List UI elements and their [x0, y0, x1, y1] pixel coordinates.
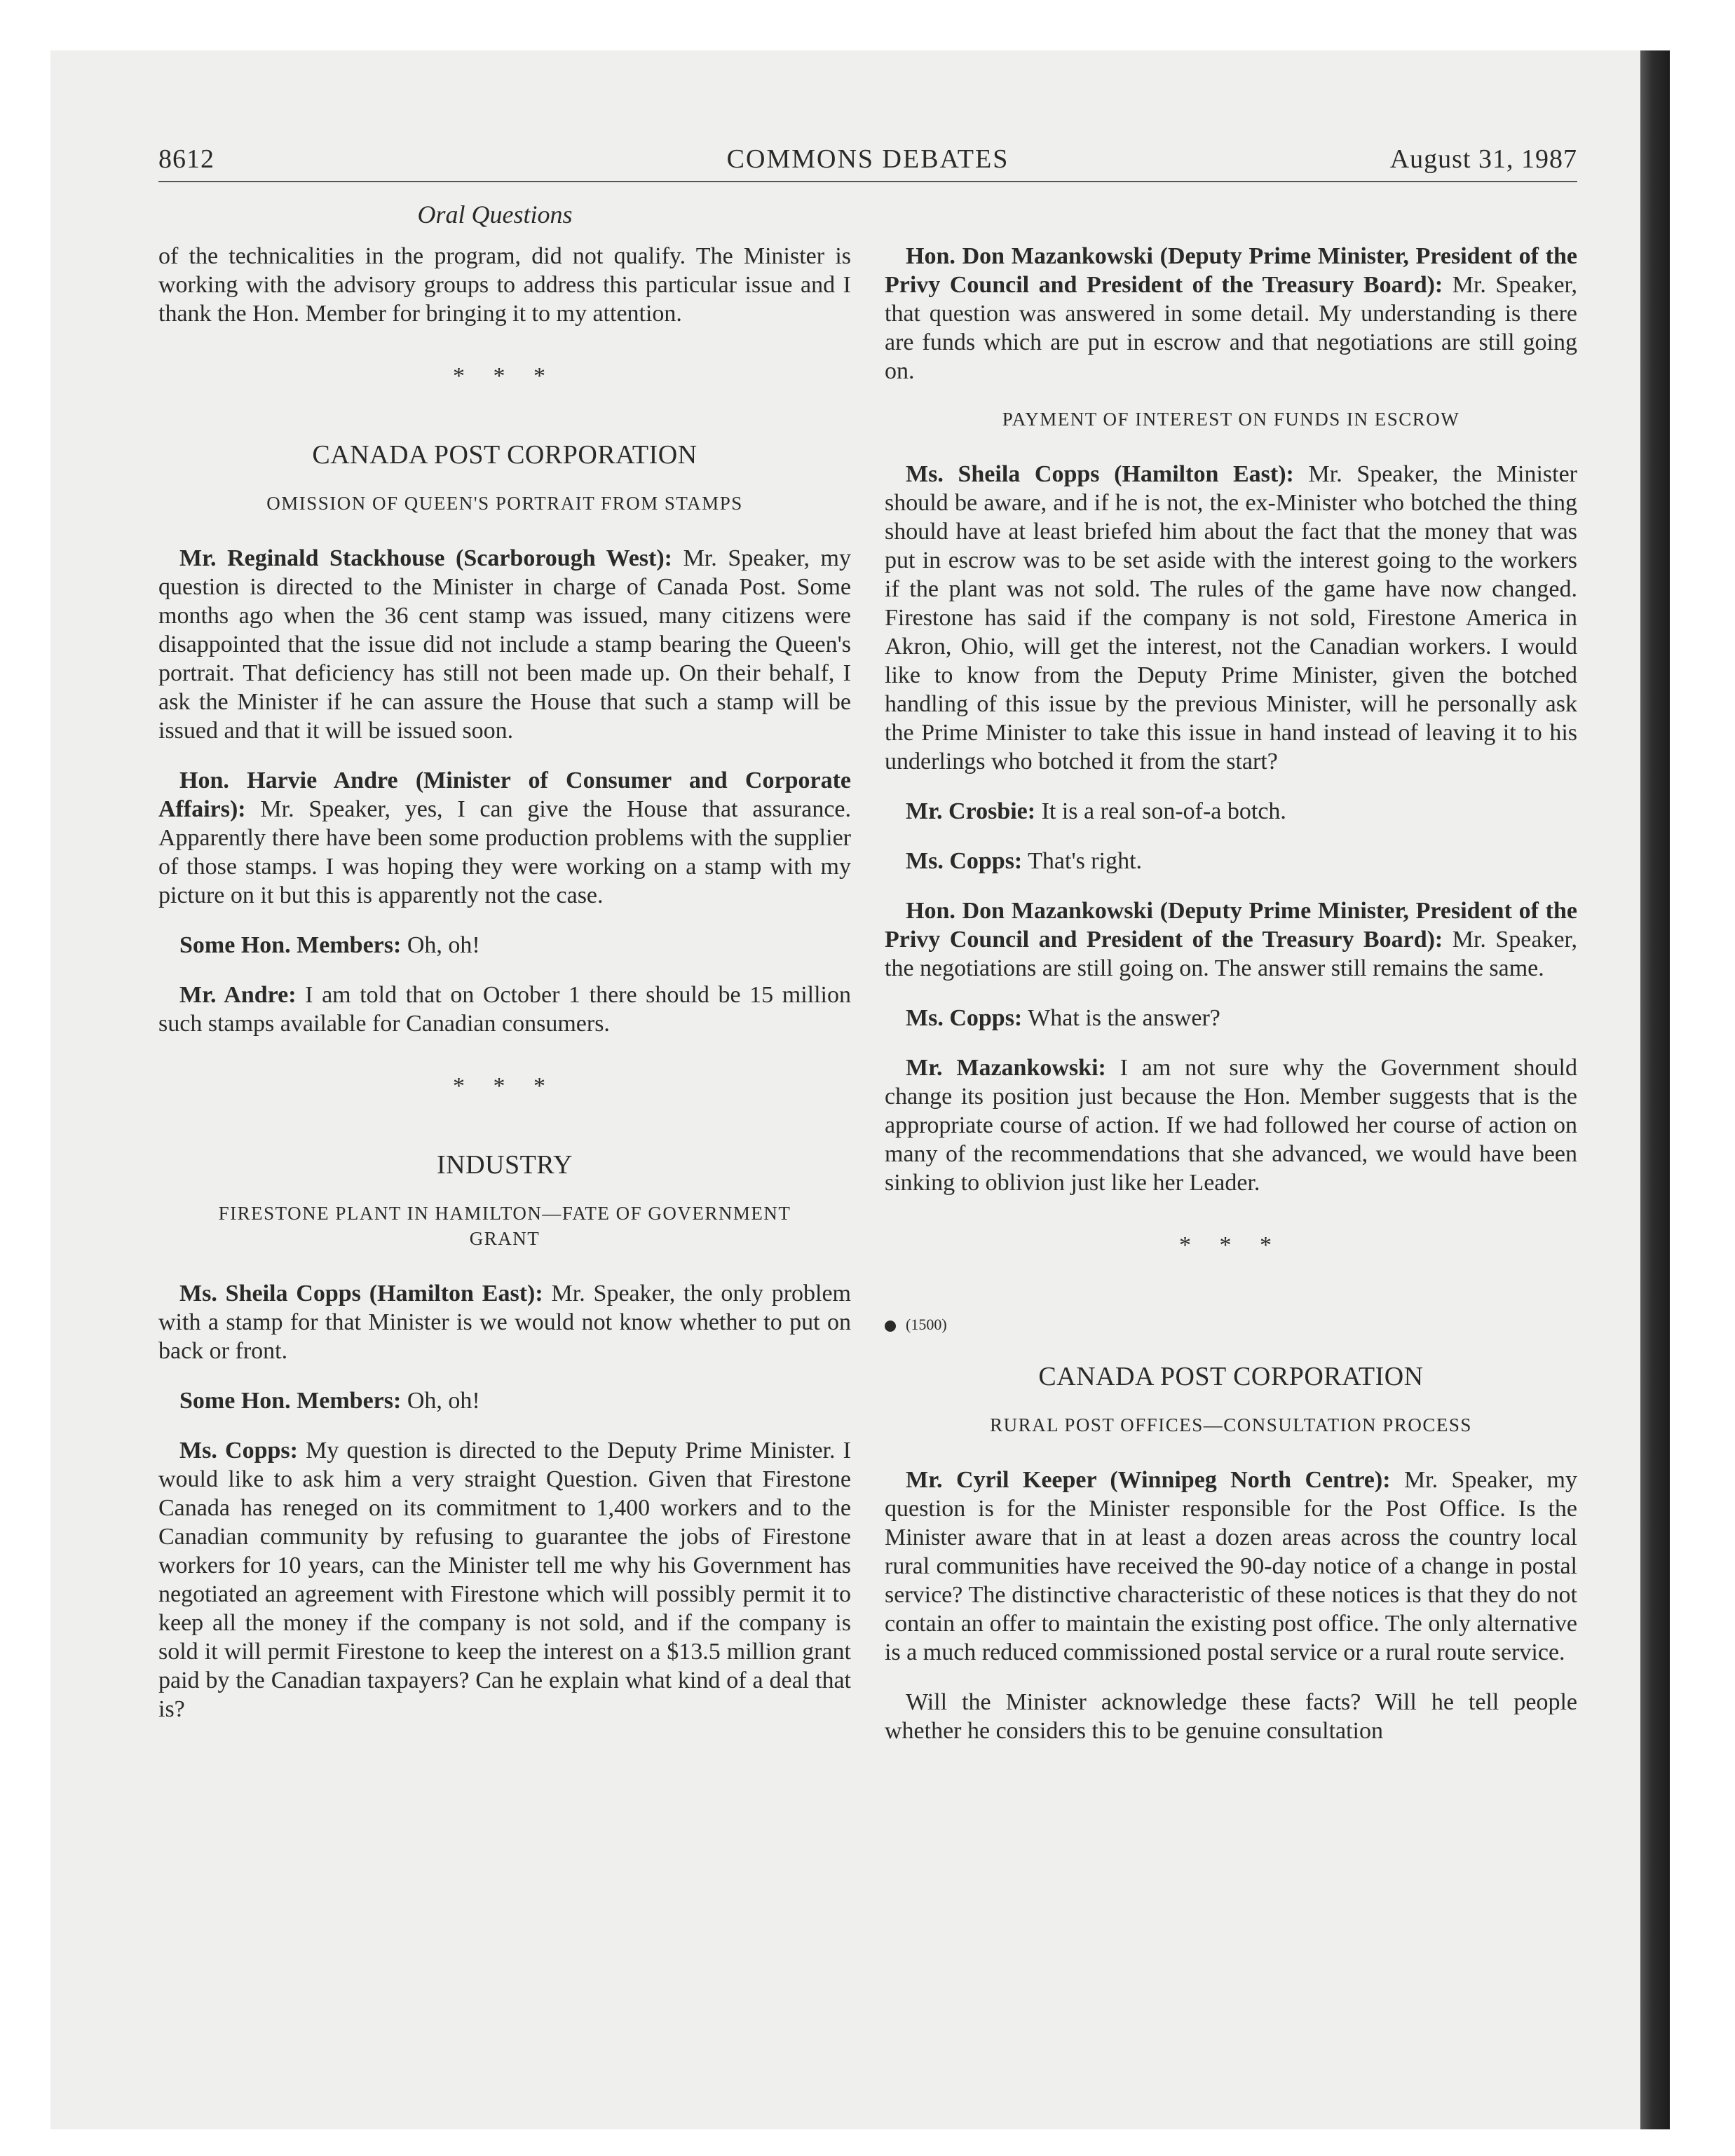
section-heading: INDUSTRY: [436, 1150, 573, 1180]
speaker: Some Hon. Members:: [179, 1388, 402, 1414]
speech-text: Mr. Speaker, my question is directed to the Minister in charge of Canada Post. Some months ago when the 36 cent stamp was issued, many citizens were disappointed that the issue did not include a stamp bearing the Queen's portrait. That deficiency has still not been made up. On their behalf, I ask the Minister if he can assure the House that such a stamp will be issued and that it will be issued soon.: [158, 545, 851, 744]
speaker: Ms. Sheila Copps (Hamilton East):: [906, 461, 1294, 487]
speech: [158, 766, 851, 910]
speech-text: That's right.: [1022, 848, 1143, 874]
speech: [885, 1466, 1577, 1667]
speech-text: Oh, oh!: [401, 932, 480, 958]
speech-text: I am not sure why the Government should change its position just because the Hon. Member suggests that is the appropriate course of action. If we had followed her course of action on many of the recommendations that she advanced, we would have been sinking to oblivion just like her Leader.: [885, 1055, 1577, 1196]
speaker: Hon. Harvie Andre (Minister of Consumer and Corporate Affairs):: [158, 767, 851, 822]
speaker: Mr. Cyril Keeper (Winnipeg North Centre):: [906, 1467, 1391, 1493]
speech: [885, 1004, 1577, 1032]
speaker: Hon. Don Mazankowski (Deputy Prime Minister, President of the Privy Council and President of the Treasury Board):: [885, 243, 1577, 298]
speech: [158, 1436, 851, 1724]
bullet-icon: [885, 1321, 896, 1332]
speaker: Ms. Copps:: [906, 848, 1023, 874]
speech: [885, 242, 1577, 386]
running-head: Oral Questions: [417, 200, 573, 228]
speech-text: What is the answer?: [1022, 1005, 1220, 1031]
speech: [885, 1053, 1577, 1197]
speech: [158, 981, 851, 1038]
page-number: 8612: [158, 144, 215, 174]
publication-title: COMMONS DEBATES: [726, 144, 1009, 174]
speaker: Ms. Copps:: [906, 1005, 1023, 1031]
speech: [885, 896, 1577, 983]
speech: [885, 797, 1577, 826]
speech-text: Mr. Speaker, the only problem with a stamp for that Minister is we would not know whether to put on back or front.: [158, 1281, 851, 1364]
speaker: Ms. Copps:: [179, 1438, 298, 1464]
page-header: [158, 144, 1577, 179]
speech: [158, 544, 851, 745]
speech-text: My question is directed to the Deputy Prime Minister. I would like to ask him a very straight Question. Given that Firestone Canada has reneged on its commitment to 1,400 workers and to the Canadian community by refusing to guarantee the jobs of Firestone workers for 10 years, can the Minister tell me why his Government has negotiated an agreement with Firestone which will possibly permit it to keep all the money if the company is not sold, and if the company is sold it will permit Firestone to keep the interest on a $13.5 million grant paid by the Canadian taxpayers? Can he explain what kind of a deal that is?: [158, 1438, 852, 1722]
paragraph: of the technicalities in the program, did not qualify. The Minister is working with the advisory groups to address this particular issue and I thank the Hon. Member for bringing it to my attention.: [158, 243, 851, 327]
section-heading: CANADA POST CORPORATION: [1038, 1362, 1424, 1391]
subsection-heading: OMISSION OF QUEEN'S PORTRAIT FROM STAMPS: [266, 493, 743, 514]
section-separator: * * *: [453, 363, 557, 389]
header-rule: [158, 181, 1577, 182]
speech: [158, 931, 851, 960]
speech: [158, 1279, 851, 1365]
section-heading: CANADA POST CORPORATION: [312, 440, 698, 470]
paragraph: Will the Minister acknowledge these facts? Will he tell people whether he considers this to be genuine consultation: [885, 1689, 1577, 1744]
speaker: Mr. Andre:: [179, 982, 297, 1008]
speech-text: Mr. Speaker, my question is for the Minister responsible for the Post Office. Is the Minister aware that in at least a dozen areas across the country local rural communities have received the 90-day notice of a change in postal service? The distinctive characteristic of these notices is that they do not contain an offer to maintain the existing post office. The only alternative is a much reduced commissioned postal service or a rural route service.: [885, 1467, 1577, 1665]
speaker: Hon. Don Mazankowski (Deputy Prime Minister, President of the Privy Council and President of the Treasury Board):: [885, 898, 1577, 953]
publication-date: August 31, 1987: [1389, 144, 1577, 174]
speech-text: I am told that on October 1 there should be 15 million such stamps available for Canadian consumers.: [158, 982, 851, 1037]
speech: [885, 847, 1577, 875]
time-marker-text: (1500): [906, 1316, 947, 1333]
speech: [885, 460, 1577, 776]
speech-text: Oh, oh!: [401, 1388, 480, 1414]
speaker: Mr. Reginald Stackhouse (Scarborough West):: [179, 545, 672, 571]
speech-text: Mr. Speaker, yes, I can give the House that assurance. Apparently there have been some production problems with the supplier of those stamps. I was hoping they were working on a stamp with my picture on it but this is apparently not the case.: [158, 796, 851, 908]
speaker: Mr. Mazankowski:: [906, 1055, 1106, 1081]
speaker: Mr. Crosbie:: [906, 798, 1036, 824]
subsection-heading: FIRESTONE PLANT IN HAMILTON—FATE OF GOVERNMENT GRANT: [218, 1203, 791, 1249]
speech-text: It is a real son-of-a botch.: [1035, 798, 1286, 824]
speech-text: Mr. Speaker, that question was answered in some detail. My understanding is there are funds which are put in escrow and that negotiations are still going on.: [885, 272, 1578, 384]
left-column: [158, 242, 851, 1745]
speaker: Some Hon. Members:: [179, 932, 402, 958]
speech-text: Mr. Speaker, the Minister should be aware, and if he is not, the ex-Minister who botched the thing should have at least briefed him about the fact that the money that was put in escrow was to be set aside with the interest going to the workers if the plant was not sold. The rules of the game have now changed. Firestone has said if the company is not sold, Firestone America in Akron, Ohio, will get the interest, not the Canadian workers. I would like to know from the Deputy Prime Minister, given the botched handling of this issue by the previous Minister, will he personally ask the Prime Minister to take this issue in hand instead of leaving it to his underlings who botched it from the start?: [885, 461, 1577, 775]
right-column: [885, 242, 1577, 1766]
section-separator: * * *: [1179, 1232, 1283, 1258]
speaker: Ms. Sheila Copps (Hamilton East):: [179, 1281, 543, 1306]
time-marker: [885, 1310, 1577, 1339]
subsection-heading: PAYMENT OF INTEREST ON FUNDS IN ESCROW: [1002, 409, 1460, 430]
speech-text: Mr. Speaker, the negotiations are still going on. The answer still remains the same.: [885, 927, 1578, 981]
speech: [158, 1386, 851, 1415]
subsection-heading: RURAL POST OFFICES—CONSULTATION PROCESS: [990, 1414, 1472, 1435]
binding-shadow: [1640, 50, 1670, 2129]
section-separator: * * *: [453, 1073, 557, 1099]
